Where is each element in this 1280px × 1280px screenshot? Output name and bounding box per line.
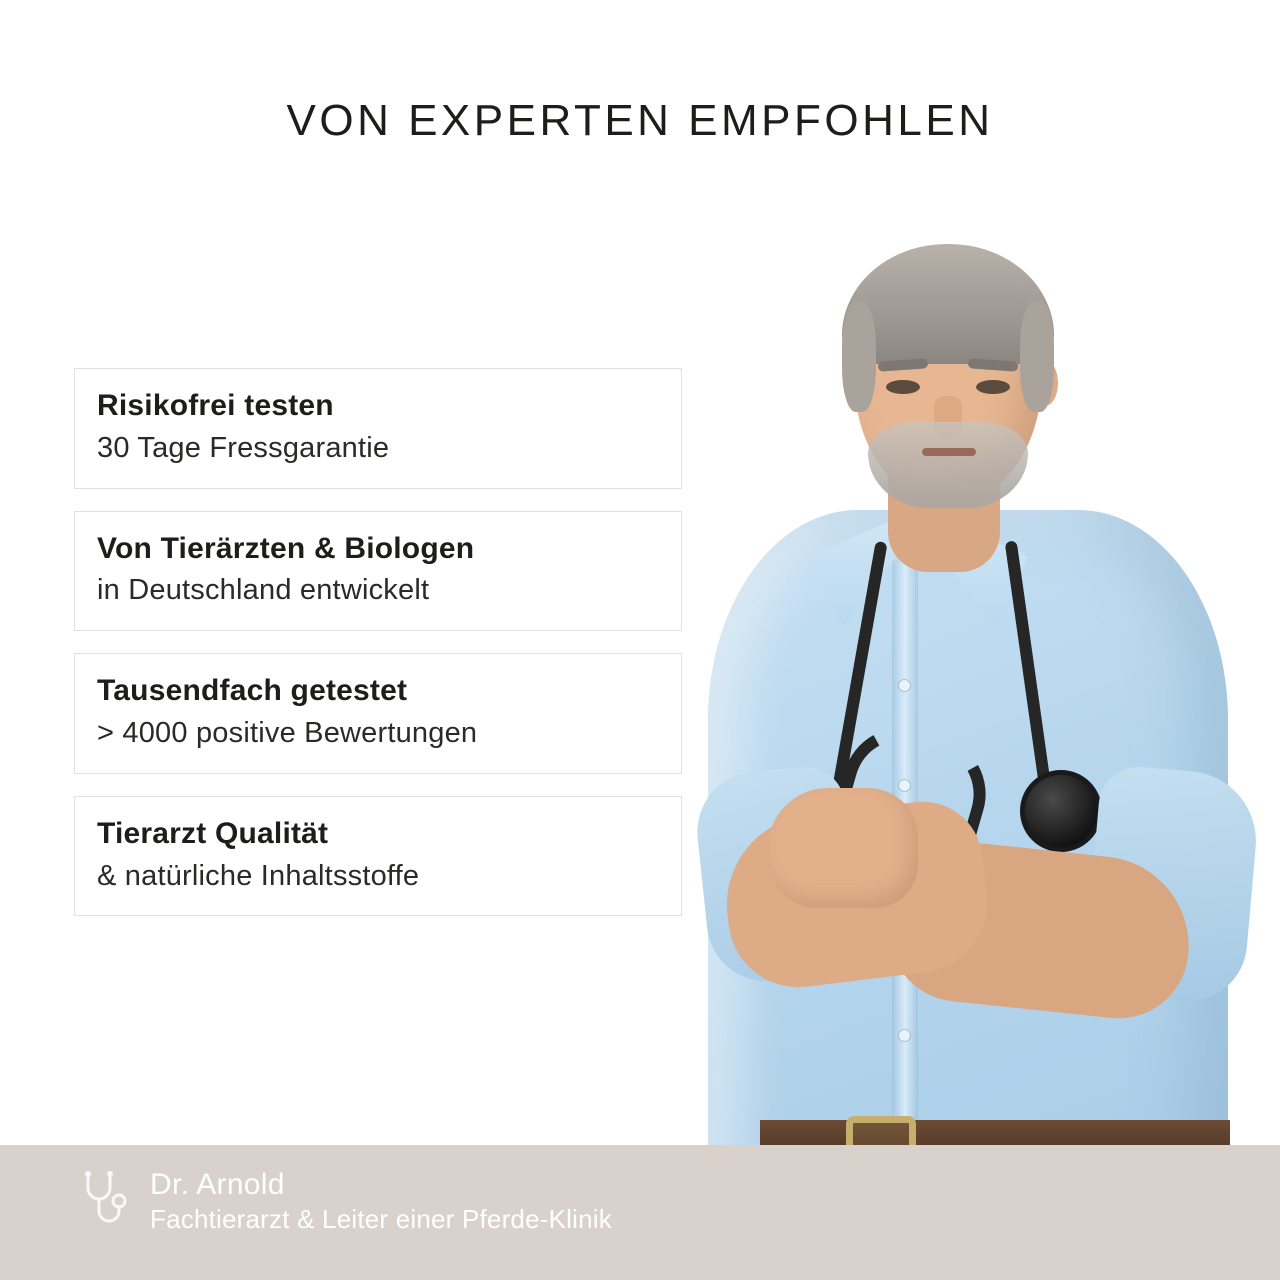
expert-role: Fachtierarzt & Leiter einer Pferde-Klinik (150, 1204, 612, 1234)
veterinarian-portrait (640, 210, 1280, 1280)
feature-item (74, 653, 682, 774)
feature-subtitle: 30 Tage Fressgarantie (97, 431, 390, 464)
feature-item (74, 368, 682, 489)
feature-subtitle: > 4000 positive Bewertungen (97, 716, 478, 749)
clasped-hands (768, 788, 918, 908)
mouth (922, 448, 976, 456)
hair-side-right (1020, 302, 1054, 412)
page-title: VON EXPERTEN EMPFOHLEN (286, 96, 994, 145)
feature-subtitle: & natürliche Inhaltsstoffe (97, 859, 420, 892)
feature-title: Von Tierärzten & Biologen (97, 531, 475, 565)
feature-title: Tausendfach getestet (97, 674, 408, 708)
feature-item (74, 511, 682, 632)
stethoscope-icon (78, 1170, 128, 1232)
hair-side-left (842, 302, 876, 412)
feature-subtitle: in Deutschland entwickelt (97, 574, 430, 607)
beard (868, 422, 1028, 508)
caption-text (150, 1167, 612, 1236)
feature-list (74, 368, 682, 938)
caption-band (0, 1145, 1280, 1280)
feature-title: Tierarzt Qualität (97, 816, 329, 850)
feature-item (74, 796, 682, 917)
eye-right (976, 380, 1010, 394)
shirt-button (899, 680, 910, 691)
eye-left (886, 380, 920, 394)
stethoscope-chestpiece (1020, 770, 1102, 852)
feature-title: Risikofrei testen (97, 389, 334, 422)
shirt-button (899, 1030, 910, 1041)
expert-name: Dr. Arnold (150, 1168, 285, 1201)
